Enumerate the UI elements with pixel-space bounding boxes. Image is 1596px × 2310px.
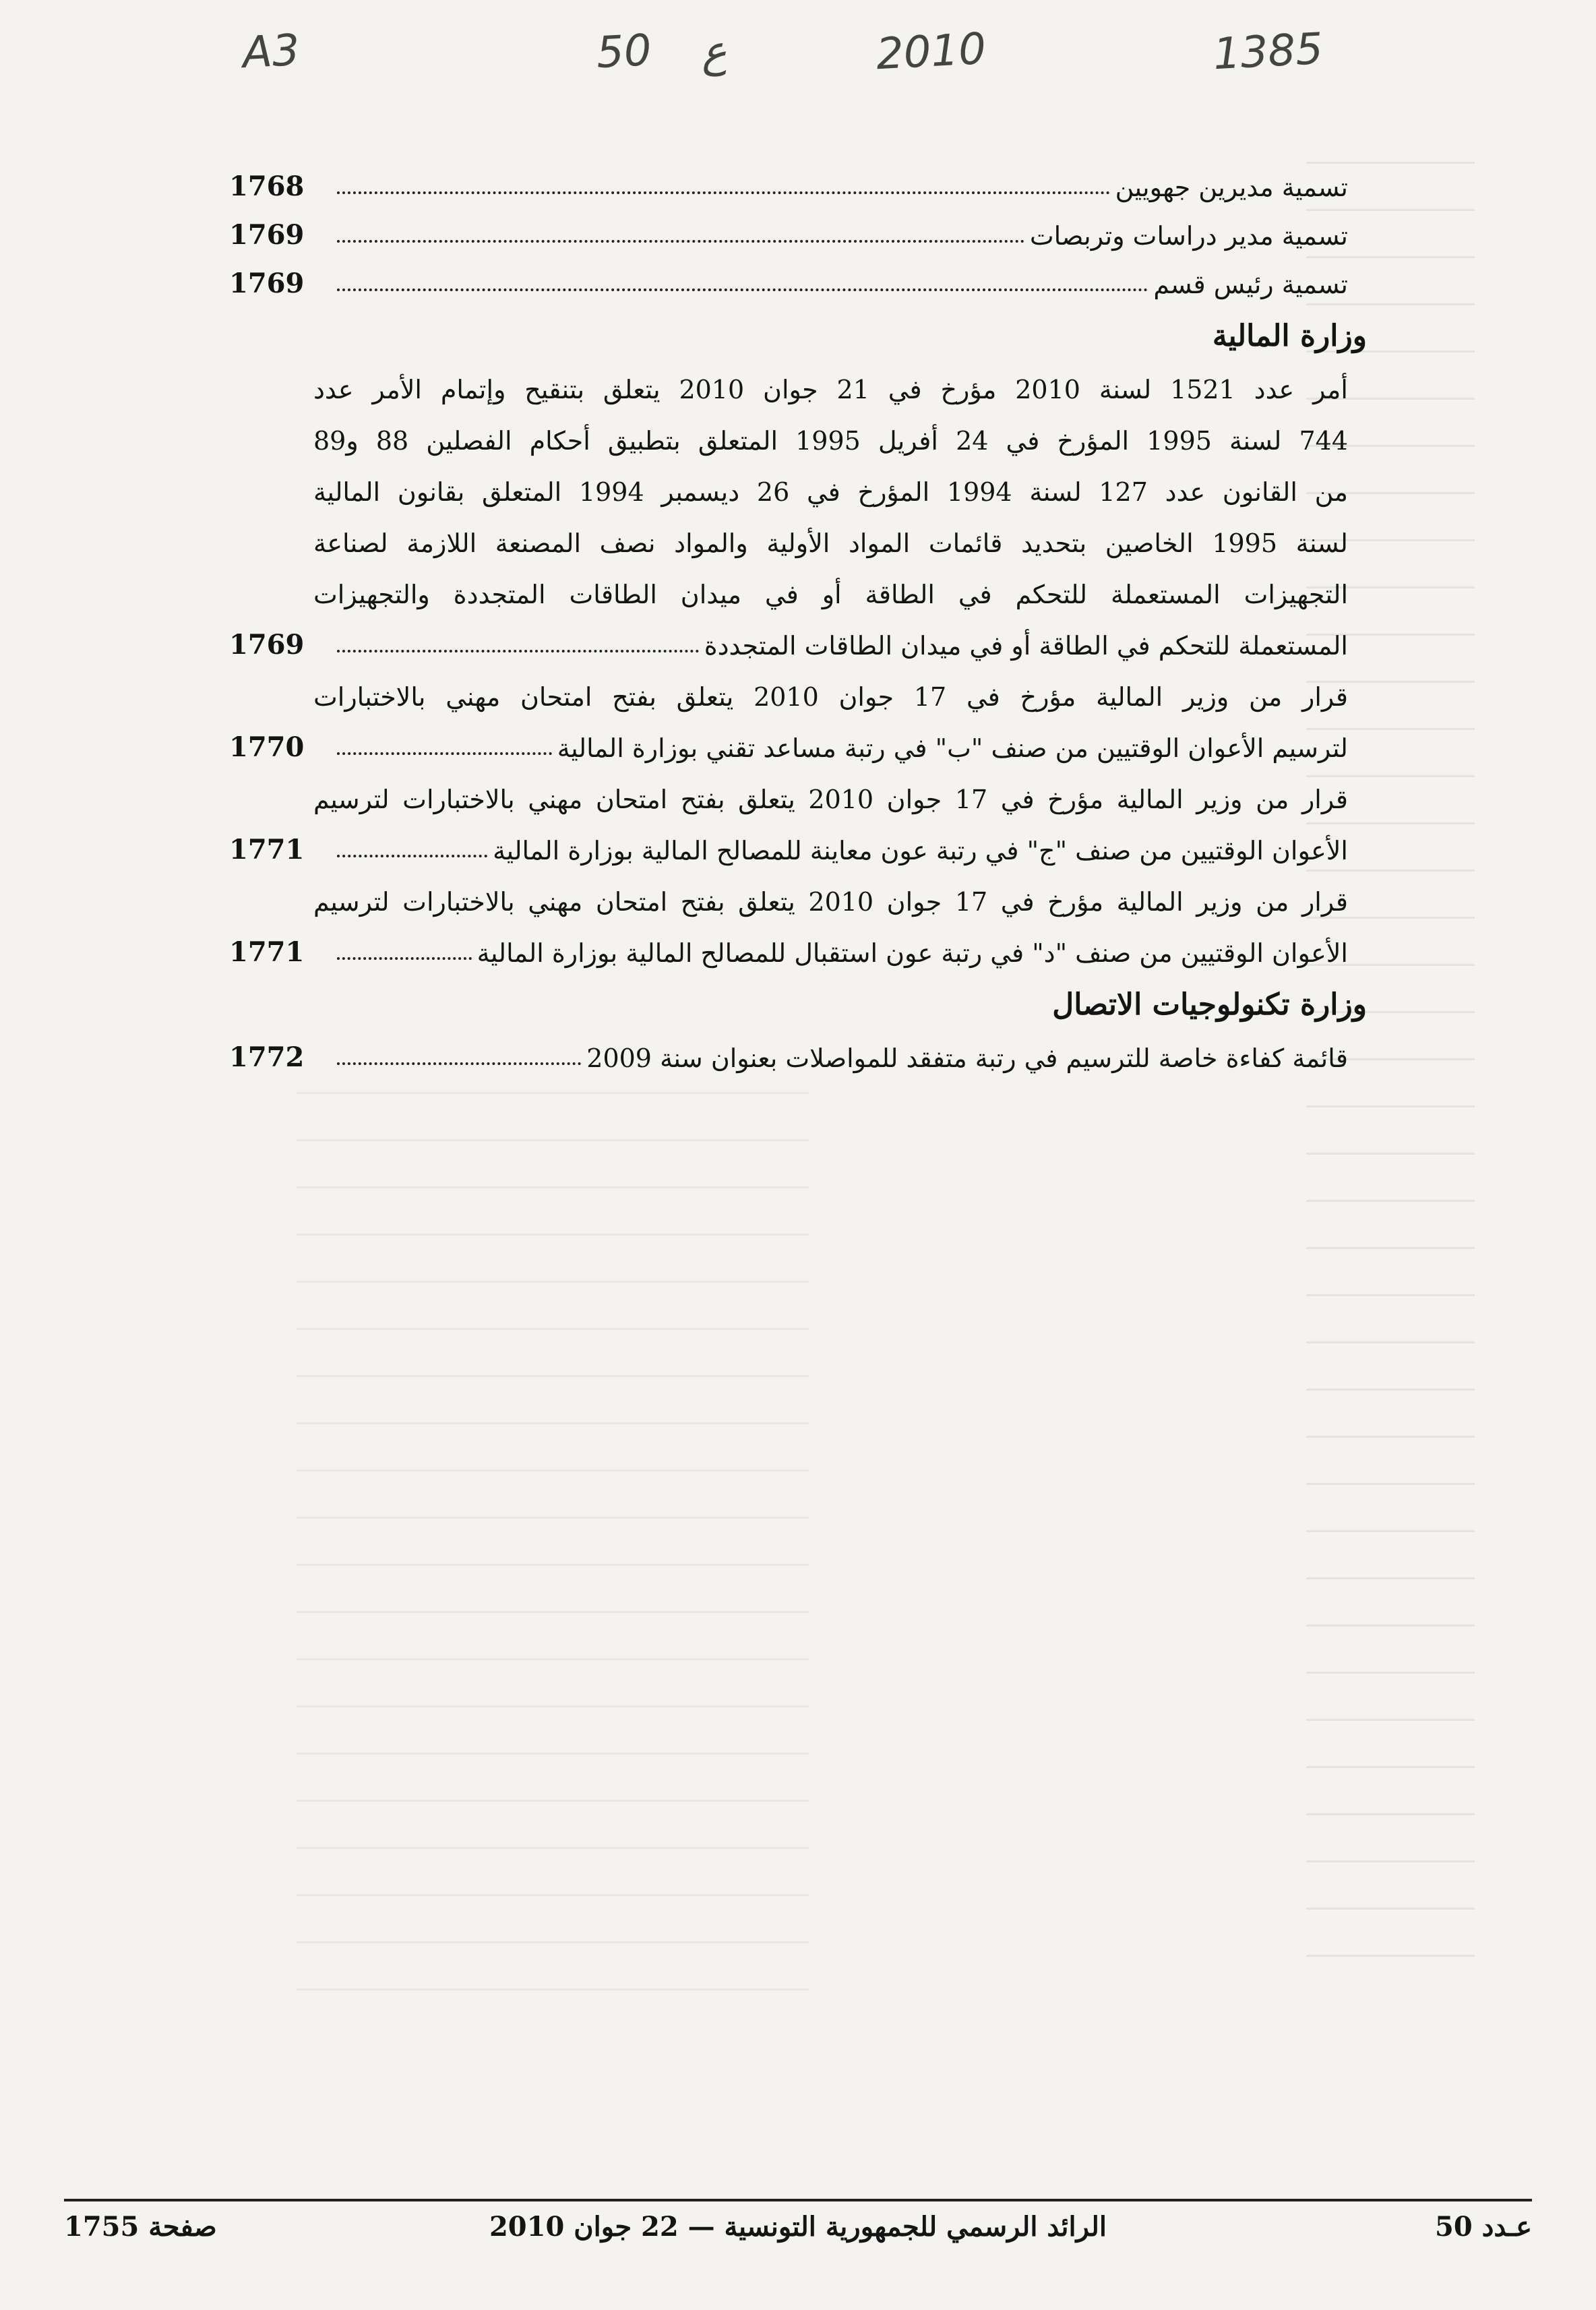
dot-leader (337, 288, 1148, 291)
toc-entry-order[interactable] (229, 661, 1348, 763)
dot-leader (337, 957, 472, 960)
entry-line: 744 لسنة 1995 المؤرخ في 24 أفريل 1995 المتعلق بتطبيق أحكام الفصلين 88 و89 (313, 426, 1348, 456)
toc-entry[interactable] (229, 154, 1348, 202)
entry-line: لترسيم الأعوان الوقتيين من صنف "ب" في رتبة مساعد تقني بوزارة المالية (557, 733, 1348, 763)
toc-entry-decree[interactable] (229, 353, 1348, 661)
entry-line: الأعوان الوقتيين من صنف "د" في رتبة عون استقبال للمصالح المالية بوزارة المالية (477, 938, 1348, 968)
toc-page-number: 1771 (229, 936, 305, 968)
toc-page-number: 1769 (229, 219, 305, 251)
handwritten-note: 50 (595, 25, 653, 79)
toc-entry-title: تسمية رئيس قسم (1153, 270, 1348, 299)
dot-leader (337, 1062, 581, 1065)
dot-leader (337, 240, 1024, 243)
entry-line: الأعوان الوقتيين من صنف "ج" في رتبة عون معاينة للمصالح المالية بوزارة المالية (493, 836, 1348, 865)
entry-line: قائمة كفاءة خاصة للترسيم في رتبة متفقد للمواصلات بعنوان سنة 2009 (586, 1043, 1348, 1073)
toc-page-number: 1772 (229, 1041, 305, 1073)
dot-leader (337, 855, 487, 857)
handwritten-note: 1385 (1212, 24, 1324, 80)
entry-line: من القانون عدد 127 لسنة 1994 المؤرخ في 26 ديسمبر 1994 المتعلق بقانون المالية (313, 477, 1348, 507)
toc-page-number: 1769 (229, 629, 305, 661)
toc-page-number: 1769 (229, 268, 305, 299)
journal-title: الرائد الرسمي للجمهورية التونسية — 22 جوان 2010 (489, 2211, 1107, 2243)
table-of-contents (229, 154, 1367, 1073)
dot-leader (337, 752, 552, 755)
toc-page-number: 1771 (229, 834, 305, 865)
toc-entry[interactable] (229, 251, 1348, 299)
entry-line: المستعملة للتحكم في الطاقة أو في ميدان الطاقات المتجددة (704, 631, 1348, 661)
entry-line: أمر عدد 1521 لسنة 2010 مؤرخ في 21 جوان 2010 يتعلق بتنقيح وإتمام الأمر عدد (313, 375, 1348, 404)
section-heading-ministry-communication: وزارة تكنولوجيات الاتصال (1052, 987, 1367, 1022)
page-number: صفحة 1755 (64, 2211, 217, 2243)
toc-entry-title: تسمية مديرين جهويين (1115, 173, 1348, 202)
handwritten-note: ع (700, 26, 729, 78)
handwritten-note: A3 (241, 25, 301, 79)
toc-entry-title: تسمية مدير دراسات وتربصات (1029, 221, 1348, 251)
entry-line: قرار من وزير المالية مؤرخ في 17 جوان 2010 يتعلق بفتح امتحان مهني بالاختبارات لترسيم (313, 887, 1348, 917)
toc-page-number: 1768 (229, 171, 305, 202)
entry-line: قرار من وزير المالية مؤرخ في 17 جوان 2010 يتعلق بفتح امتحان مهني بالاختبارات لترسيم (313, 785, 1348, 814)
bleed-through-block (297, 1092, 809, 2036)
toc-entry-order[interactable] (229, 763, 1348, 865)
toc-page-number: 1770 (229, 731, 305, 763)
toc-entry-order[interactable] (229, 865, 1348, 968)
handwritten-note: 2010 (875, 24, 987, 80)
toc-entry-list[interactable] (229, 1022, 1348, 1073)
issue-number: عـدد 50 (1435, 2211, 1532, 2243)
entry-line: قرار من وزير المالية مؤرخ في 17 جوان 2010 يتعلق بفتح امتحان مهني بالاختبارات (313, 682, 1349, 712)
page-footer (64, 2211, 1532, 2258)
dot-leader (337, 650, 699, 652)
footer-divider (64, 2199, 1532, 2201)
section-heading-ministry-finance: وزارة المالية (1212, 319, 1367, 353)
entry-line: التجهيزات المستعملة للتحكم في الطاقة أو في ميدان الطاقات المتجددة والتجهيزات (313, 580, 1348, 609)
entry-line: لسنة 1995 الخاصين بتحديد قائمات المواد الأولية والمواد نصف المصنعة اللازمة لصناعة (313, 528, 1348, 558)
dot-leader (337, 191, 1110, 194)
toc-entry[interactable] (229, 202, 1348, 251)
